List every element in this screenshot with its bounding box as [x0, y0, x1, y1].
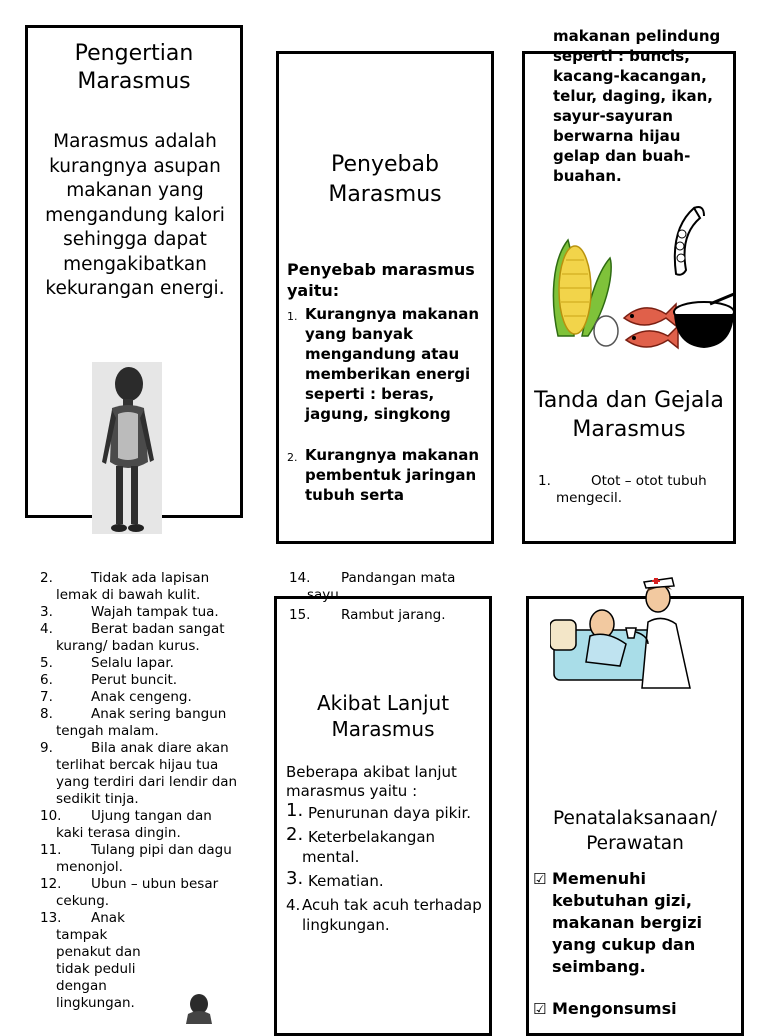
- checkbox-icon: ☑: [533, 870, 547, 888]
- list-item: 3. Wajah tampak tua.: [40, 604, 219, 620]
- list-item: 5. Selalu lapar.: [40, 655, 174, 671]
- list-item: 8. Anak sering bangun tengah malam.: [40, 706, 227, 739]
- list-item: 7. Anak cengeng.: [40, 689, 192, 705]
- list-item: 1. Kurangnya makanan yang banyak mengandung atau memberikan energi seperti : beras, jagung, singkong: [287, 305, 480, 423]
- checkbox-icon: ☑: [533, 1000, 547, 1018]
- treatment-title: Penatalaksanaan/ Perawatan: [552, 808, 718, 854]
- signs-item-1-text: Otot – otot tubuh mengecil.: [556, 473, 707, 506]
- list-item: 11. Tulang pipi dan dagu menonjol.: [40, 842, 232, 875]
- list-item: 10. Ujung tangan dan kaki terasa dingin.: [40, 808, 212, 841]
- panel-causes: [276, 51, 494, 544]
- consequences-list: [286, 800, 484, 935]
- child-figure-small-image: [180, 994, 218, 1024]
- food-illustration: [548, 200, 736, 352]
- definition-body: Marasmus adalah kurangnya asupan makanan yang mengandung kalori sehingga dapat mengakibatkan kekurangan energi.: [45, 131, 225, 299]
- list-item: 13. Anak tampak penakut dan tidak peduli dengan lingkungan.: [40, 910, 141, 1011]
- signs-title: Tanda dan Gejala Marasmus: [534, 388, 724, 442]
- food-continuation-text: makanan pelindung seperti : buncis, kacang-kacangan, telur, daging, ikan, sayur-sayuran berwarna hijau gelap dan buah-buahan.: [553, 27, 721, 185]
- list-item: ☑ Memenuhi kebutuhan gizi, makanan bergizi yang cukup dan seimbang.: [533, 869, 702, 976]
- list-item: 2. Tidak ada lapisan lemak di bawah kulit.: [40, 570, 210, 603]
- list-item: 2. Keterbelakangan mental.: [286, 824, 436, 866]
- list-item: 4. Berat badan sangat kurang/ badan kurus.: [40, 621, 225, 654]
- definition-title: Pengertian Marasmus: [74, 41, 194, 94]
- signs-item-1-num: 1.: [538, 473, 551, 489]
- list-item: 4. Acuh tak acuh terhadap lingkungan.: [286, 896, 482, 934]
- malnourished-child-image: [92, 362, 162, 534]
- causes-intro: Penyebab marasmus yaitu:: [287, 260, 475, 300]
- list-item: 12. Ubun – ubun besar cekung.: [40, 876, 219, 909]
- list-item: 6. Perut buncit.: [40, 672, 178, 688]
- list-item: ☑ Mengonsumsi: [533, 999, 677, 1018]
- list-item: 2. Kurangnya makanan pembentuk jaringan tubuh serta: [287, 446, 480, 504]
- causes-title: Penyebab Marasmus: [328, 152, 442, 207]
- consequences-title: Akibat Lanjut Marasmus: [316, 691, 450, 741]
- list-item: 14. Pandangan mata sayu.: [289, 570, 456, 603]
- treatment-list: [533, 868, 733, 1020]
- list-item: 3. Kematian.: [286, 868, 384, 890]
- list-item: 9. Bila anak diare akan terlihat bercak hijau tua yang terdiri dari lendir dan sedikit tinja.: [40, 740, 238, 807]
- symptoms-list: [40, 570, 240, 1012]
- causes-list: [287, 304, 487, 505]
- consequences-intro: Beberapa akibat lanjut marasmus yaitu :: [286, 763, 457, 800]
- list-item: 15. Rambut jarang.: [289, 607, 446, 623]
- signs-item-1: [538, 473, 728, 507]
- nurse-patient-image: [550, 570, 700, 690]
- list-item: 1. Penurunan daya pikir.: [286, 800, 472, 822]
